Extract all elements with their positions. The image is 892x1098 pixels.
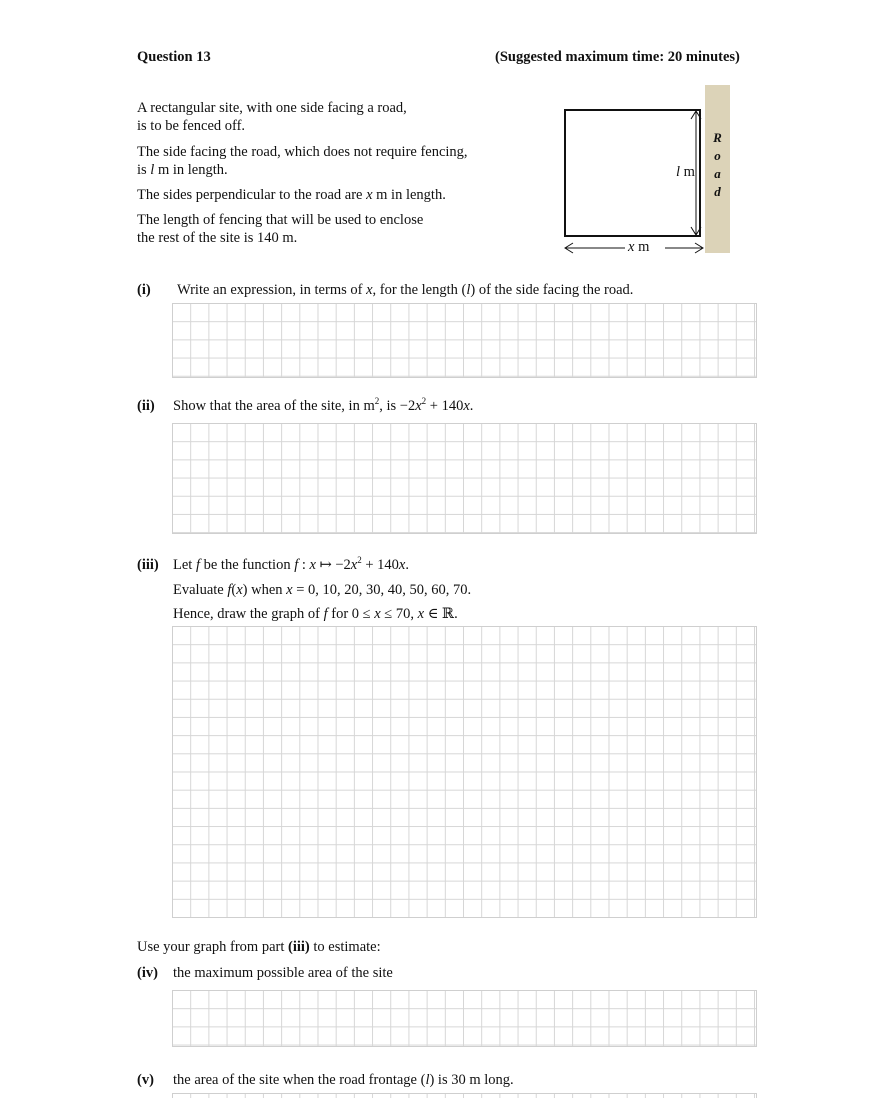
suggested-time: (Suggested maximum time: 20 minutes) [495, 49, 740, 65]
part-ii-label: (ii) [137, 398, 155, 414]
intro-line-4: is l m in length. [137, 162, 228, 178]
part-i-question: Write an expression, in terms of x, for the length (l) of the side facing the road. [177, 282, 634, 298]
intro-line-2: is to be fenced off. [137, 118, 246, 134]
answer-grid-v[interactable] [172, 1093, 757, 1098]
road-strip [705, 85, 730, 253]
part-iii-line-1: Let f be the function f : x ↦ $-2x^2 + 140x$. [173, 555, 409, 573]
road-letter: a [714, 166, 721, 181]
part-v-label: (v) [137, 1072, 154, 1088]
x-dimension-label: x m [628, 239, 650, 255]
question-number: Question 13 [137, 49, 211, 65]
part-iii-line-2: Evaluate f(x) when x = 0, 10, 20, 30, 40, 50, 60, 70. [173, 582, 472, 598]
estimate-intro: Use your graph from part (iii) to estimate: [137, 939, 381, 955]
part-ii-question: Show that the area of the site, in $m^2$, is $-2x^2 + 140x$. [173, 396, 474, 414]
answer-grid-ii[interactable] [172, 423, 757, 534]
part-iv-question: the maximum possible area of the site [173, 965, 393, 981]
part-i-label: (i) [137, 282, 151, 298]
intro-line-3: The side facing the road, which does not require fencing, [137, 144, 468, 160]
road-letter: d [714, 184, 721, 199]
part-iii-label: (iii) [137, 557, 159, 573]
answer-grid-iv[interactable] [172, 990, 757, 1047]
intro-line-7: the rest of the site is 140 m. [137, 230, 298, 246]
intro-line-6: The length of fencing that will be used to enclose [137, 212, 424, 228]
road-letter: R [713, 130, 722, 145]
road-letter: o [714, 148, 721, 163]
part-iii-line-3: Hence, draw the graph of f for 0 ≤ x ≤ 70, x ∈ ℝ. [173, 606, 458, 622]
intro-line-1: A rectangular site, with one side facing a road, [137, 100, 407, 116]
part-v-question: the area of the site when the road frontage (l) is 30 m long. [173, 1072, 514, 1088]
l-dimension-label: l m [676, 164, 695, 180]
intro-line-5: The sides perpendicular to the road are x m in length. [137, 187, 446, 203]
answer-grid-iii[interactable] [172, 626, 757, 918]
answer-grid-i[interactable] [172, 303, 757, 378]
part-iv-label: (iv) [137, 965, 158, 981]
